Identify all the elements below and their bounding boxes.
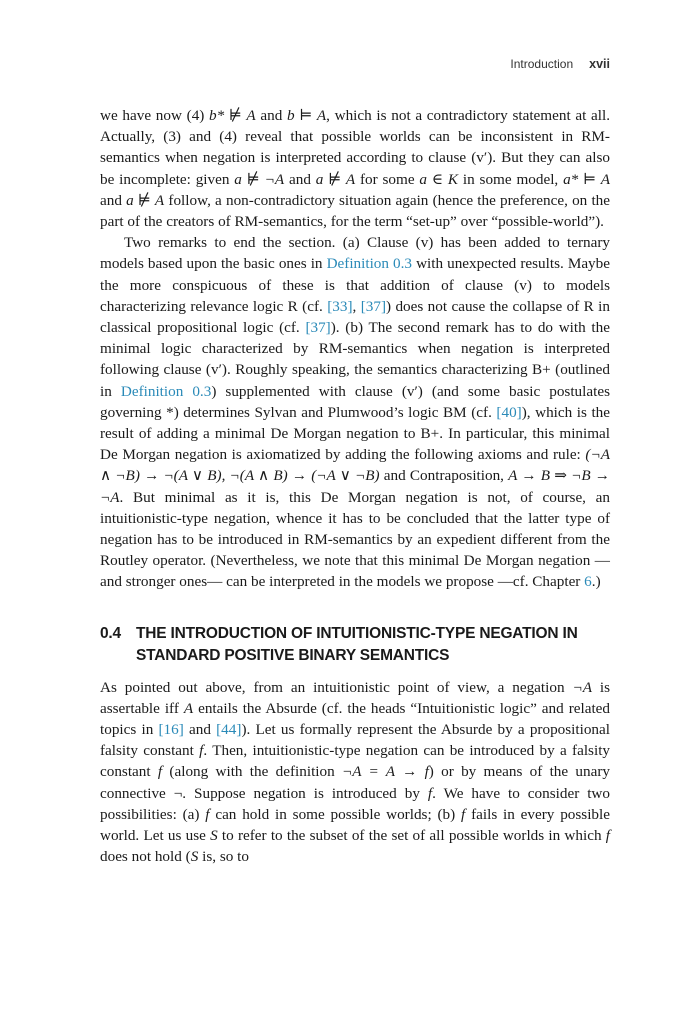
chapter-link[interactable]: 6 xyxy=(584,573,592,591)
formula: (¬A ∧ ¬B) → ¬(A ∨ B), ¬(A ∧ B) → (¬A ∨ ¬B) xyxy=(100,446,610,485)
formula: f xyxy=(427,784,433,802)
page-number: xvii xyxy=(589,57,610,71)
citation-link[interactable]: [37] xyxy=(360,297,387,315)
formula: a* ⊨ A xyxy=(563,170,610,188)
citation-link[interactable]: [44] xyxy=(216,721,242,739)
formula: a ∈ K xyxy=(419,170,459,188)
formula: b* ⊭ A xyxy=(209,107,256,124)
definition-link[interactable]: Definition 0.3 xyxy=(326,255,413,273)
formula: S xyxy=(210,827,218,845)
running-title: Introduction xyxy=(510,57,574,71)
paragraph-continuation: we have now (4) b* ⊭ A and b ⊨ A, which is not a contradictory statement at all. Actually, (3) and (4) reveal that possible worlds can be inconsistent in RM-semantics when negation is interpreted according to clause (v′). But they can also be incomplete: given a ⊭ ¬A and a ⊭ A for some a ∈ K in some model, a* ⊨ A and a ⊭ A follow, a non-contradictory situation again (hence the preference, on the part of the creators of RM-semantics, for the term “set-up” over “possible-world”). xyxy=(100,107,611,231)
paragraph-remarks: Two remarks to end the section. (a) Clause (v) has been added to ternary models based upon the basic ones in Definition 0.3 with unexpected results. Maybe the more conspicuous of these is that addition of clause (v) to models characterizing relevance logic R (cf. [33], [37]) does not cause the collapse of R in classical propositional logic (cf. [37]). (b) The second remark has to do with the minimal logic characterized by RM-semantics when negation is interpreted following clause (v′). Roughly speaking, the semantics characterizing B+ (outlined in Definition 0.3) supplemented with clause (v′) (and some basic postulates governing *) determines Sylvan and Plumwood’s logic BM (cf. [40]), which is the result of adding a minimal De Morgan negation to B+. In particular, this minimal De Morgan negation is axiomatized by adding the following axioms and rule: (¬A ∧ ¬B) → ¬(A ∨ B), ¬(A ∧ B) → (¬A ∨ ¬B) and Contraposition, A → B ⇒ ¬B → ¬A. But minimal as it is, this De Morgan negation is not, of course, an intuitionistic-type negation, whence it has to be concluded that the latter type of negation has to be introduced in RM-semantics by an expedient different from the Routley operator. (Nevertheless, we note that this minimal De Morgan negation —and stronger ones— can be interpreted in the models we propose —cf. Chapter 6.) xyxy=(100,234,610,591)
formula: f xyxy=(461,805,466,823)
formula: ¬A xyxy=(572,678,592,696)
formula: a ⊭ A xyxy=(315,170,356,188)
citation-link[interactable]: [33] xyxy=(327,297,353,315)
citation-link[interactable]: [40] xyxy=(496,403,522,421)
text-body xyxy=(100,105,610,868)
formula: f xyxy=(157,763,163,781)
formula: a ⊭ ¬A xyxy=(234,170,285,188)
formula: f xyxy=(199,742,204,760)
section-number: 0.4 xyxy=(100,624,121,642)
formula: a ⊭ A xyxy=(126,191,165,209)
paragraph-section-intro: As pointed out above, from an intuitionistic point of view, a negation ¬A is assertable iff A entails the Absurde (cf. the heads “Intuitionistic logic” and related topics in [16] and [44]). Let us formally represent the Absurde by a propositional falsity constant f. Then, intuitionistic-type negation can be introduced by a falsity constant f (along with the definition ¬A = A → f) or by means of the unary connective ¬. Suppose negation is introduced by f. We have to consider two possibilities: (a) f can hold in some possible worlds; (b) f fails in every possible world. Let us use S to refer to the subset of the set of all possible worlds in which f does not hold (S is, so to xyxy=(100,678,611,866)
citation-link[interactable]: [16] xyxy=(158,721,184,739)
section-heading xyxy=(100,623,610,667)
section-title: THE INTRODUCTION OF INTUITIONISTIC-TYPE NEGATION IN STANDARD POSITIVE BINARY SEMANTICS xyxy=(136,624,578,664)
formula: ¬A = A → f xyxy=(342,763,429,781)
definition-link[interactable]: Definition 0.3 xyxy=(120,382,212,400)
citation-link[interactable]: [37] xyxy=(305,319,331,337)
formula: f xyxy=(605,827,610,845)
formula: f xyxy=(205,805,210,823)
formula: b ⊨ A xyxy=(287,107,327,124)
formula: A → B ⇒ ¬B → ¬A xyxy=(100,467,610,506)
formula: A xyxy=(183,699,194,717)
formula: S xyxy=(190,848,199,866)
running-header xyxy=(510,57,610,71)
